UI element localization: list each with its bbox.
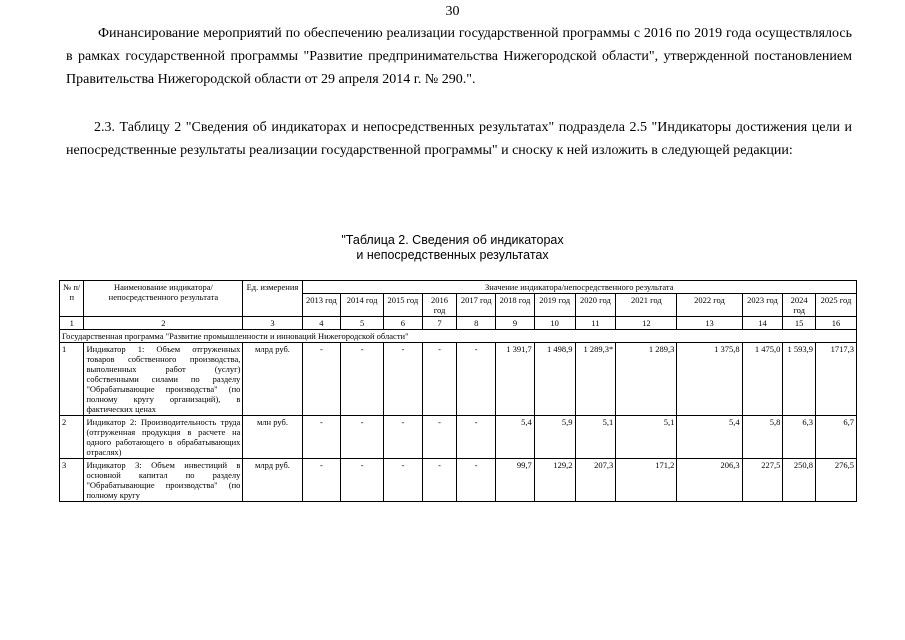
column-number: 15 (783, 317, 816, 330)
value-cell: 5,4 (677, 416, 742, 459)
value-cell: 1 593,9 (783, 343, 816, 416)
year-header: 2014 год (341, 294, 384, 317)
year-header: 2015 год (384, 294, 423, 317)
value-cell: - (302, 459, 341, 502)
year-header: 2018 год (496, 294, 535, 317)
value-cell: 206,3 (677, 459, 742, 502)
indicator-name: Индикатор 2: Производительность труда (отгруженная продукция в расчете на одного работающего в обрабатывающих отраслях) (84, 416, 243, 459)
header-num: № п/п (60, 281, 84, 317)
column-number: 8 (457, 317, 496, 330)
table-caption (0, 233, 905, 263)
column-number: 13 (677, 317, 742, 330)
value-cell: 129,2 (534, 459, 575, 502)
paragraph-table-amendment: 2.3. Таблицу 2 "Сведения об индикаторах и непосредственных результатах" подраздела 2.5 "Индикаторы достижения цели и непосредственные результаты реализации государственной программы" и сноску к ней изложить в следующей редакции: (66, 120, 852, 158)
value-cell: 5,4 (496, 416, 535, 459)
year-header: 2024 год (783, 294, 816, 317)
year-header: 2023 год (742, 294, 783, 317)
value-cell: - (302, 416, 341, 459)
value-cell: - (341, 459, 384, 502)
value-cell: 1 289,3 (616, 343, 677, 416)
table-row (60, 459, 857, 502)
value-cell: 5,9 (534, 416, 575, 459)
year-header: 2022 год (677, 294, 742, 317)
year-header: 2021 год (616, 294, 677, 317)
program-row (60, 330, 857, 343)
column-number: 3 (243, 317, 302, 330)
program-title: Государственная программа "Развитие промышленности и инноваций Нижегородской области" (60, 330, 857, 343)
value-cell: 99,7 (496, 459, 535, 502)
value-cell: 227,5 (742, 459, 783, 502)
table-caption-line1: "Таблица 2. Сведения об индикаторах (341, 233, 564, 247)
header-unit: Ед. измерения (243, 281, 302, 317)
value-cell: - (422, 459, 457, 502)
row-num: 3 (60, 459, 84, 502)
value-cell: 6,3 (783, 416, 816, 459)
indicators-table (59, 280, 857, 502)
value-cell: - (457, 459, 496, 502)
value-cell: 5,8 (742, 416, 783, 459)
value-cell: 1 391,7 (496, 343, 535, 416)
value-cell: 5,1 (575, 416, 616, 459)
page-number: 30 (445, 4, 460, 19)
value-cell: - (384, 343, 423, 416)
column-number: 7 (422, 317, 457, 330)
indicator-unit: млрд руб. (243, 459, 302, 502)
value-cell: 1717,3 (815, 343, 856, 416)
indicator-unit: млрд руб. (243, 343, 302, 416)
header-value-group: Значение индикатора/непосредственного результата (302, 281, 857, 294)
row-num: 1 (60, 343, 84, 416)
value-cell: - (457, 416, 496, 459)
value-cell: 1 289,3* (575, 343, 616, 416)
indicator-name: Индикатор 3: Объем инвестиций в основной капитал по разделу "Обрабатывающие производства" (по полному кругу (84, 459, 243, 502)
value-cell: - (341, 343, 384, 416)
value-cell: 207,3 (575, 459, 616, 502)
value-cell: 171,2 (616, 459, 677, 502)
value-cell: - (457, 343, 496, 416)
table-caption-line2: и непосредственных результатах (356, 248, 549, 262)
column-number: 12 (616, 317, 677, 330)
paragraph-financing: Финансирование мероприятий по обеспечению реализации государственной программы с 2016 по 2019 года осуществлялось в рамках государственной программы "Развитие предпринимательства Нижегородской области", утвержденной постановлением Правительства Нижегородской области от 29 апреля 2014 г. № 290.". (66, 26, 852, 87)
year-header: 2017 год (457, 294, 496, 317)
value-cell: 1 498,9 (534, 343, 575, 416)
column-number: 16 (815, 317, 856, 330)
column-number: 14 (742, 317, 783, 330)
table-row (60, 416, 857, 459)
column-numbers-row (60, 317, 857, 330)
value-cell: - (422, 343, 457, 416)
column-number: 5 (341, 317, 384, 330)
row-num: 2 (60, 416, 84, 459)
year-header: 2016 год (422, 294, 457, 317)
value-cell: - (341, 416, 384, 459)
header-name: Наименование индикатора/непосредственного результата (84, 281, 243, 317)
year-header: 2020 год (575, 294, 616, 317)
column-number: 10 (534, 317, 575, 330)
year-header: 2019 год (534, 294, 575, 317)
value-cell: - (422, 416, 457, 459)
indicator-unit: млн руб. (243, 416, 302, 459)
column-number: 9 (496, 317, 535, 330)
table-row (60, 343, 857, 416)
value-cell: 5,1 (616, 416, 677, 459)
indicator-name: Индикатор 1: Объем отгруженных товаров собственного производства, выполненных работ (услуг) собственными силами по разделу "Обрабатывающие производства" (по полному кругу организаций), в фактических ценах (84, 343, 243, 416)
column-number: 4 (302, 317, 341, 330)
value-cell: 250,8 (783, 459, 816, 502)
column-number: 1 (60, 317, 84, 330)
column-number: 11 (575, 317, 616, 330)
value-cell: - (384, 459, 423, 502)
table-header-row (60, 281, 857, 294)
column-number: 6 (384, 317, 423, 330)
value-cell: 276,5 (815, 459, 856, 502)
value-cell: - (302, 343, 341, 416)
year-header: 2025 год (815, 294, 856, 317)
value-cell: 1 375,8 (677, 343, 742, 416)
value-cell: 6,7 (815, 416, 856, 459)
value-cell: - (384, 416, 423, 459)
value-cell: 1 475,0 (742, 343, 783, 416)
year-header: 2013 год (302, 294, 341, 317)
column-number: 2 (84, 317, 243, 330)
